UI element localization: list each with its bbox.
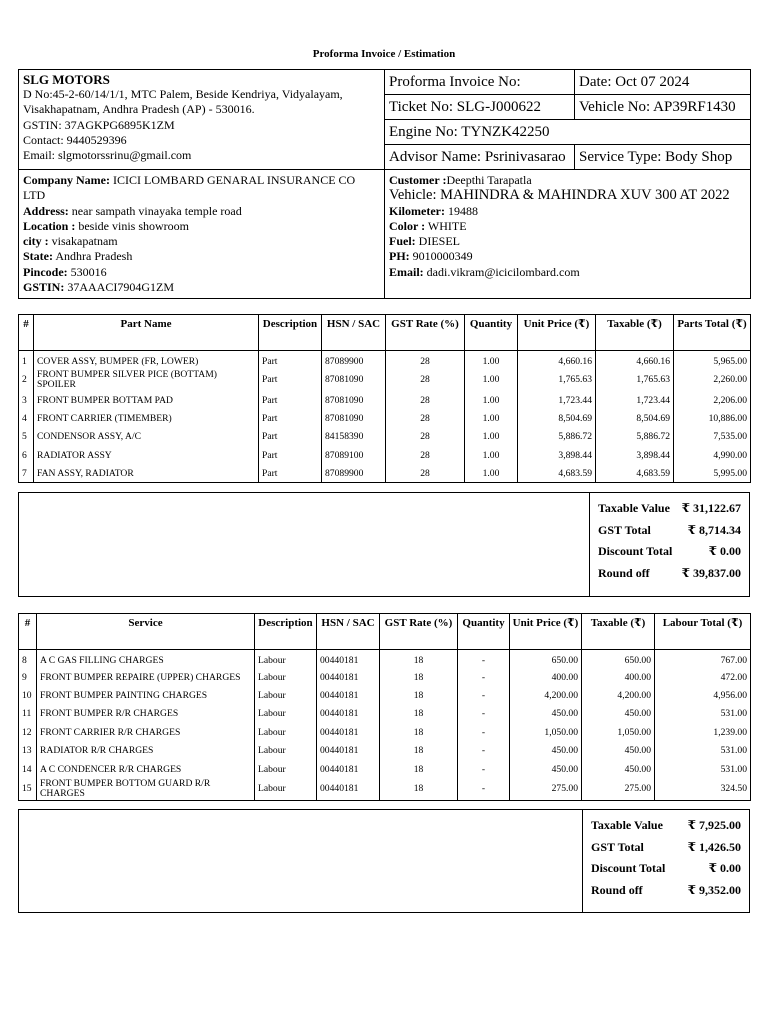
cell-desc: Labour: [255, 650, 317, 668]
cell-qty: 1.00: [465, 446, 518, 464]
cell-gst: 18: [380, 650, 458, 668]
services-col-taxable: Taxable (₹): [582, 614, 655, 650]
cell-name: RADIATOR ASSY: [34, 446, 259, 464]
customer-info: [385, 170, 751, 299]
cell-num: 6: [19, 446, 34, 464]
services-totals: [18, 809, 750, 913]
cell-hsn: 00440181: [317, 650, 380, 668]
cell-desc: Labour: [255, 778, 317, 800]
cell-qty: -: [458, 778, 510, 800]
services-roundoff-label: Round off: [591, 882, 643, 897]
parts-taxable-label: Taxable Value: [598, 501, 670, 515]
cell-num: 13: [19, 741, 37, 759]
cell-gst: 28: [386, 391, 465, 409]
cell-total: 767.00: [655, 650, 751, 668]
seller-gstin: GSTIN: 37AGKPG6895K1ZM: [23, 117, 175, 132]
seller-email: Email: slgmotorssrinu@gmail.com: [23, 148, 192, 163]
cell-unit: 1,765.63: [518, 369, 596, 391]
proforma-invoice-no: Proforma Invoice No:: [385, 70, 575, 95]
cell-name: FRONT BUMPER BOTTAM PAD: [34, 391, 259, 409]
cell-qty: -: [458, 760, 510, 778]
parts-taxable-value: ₹ 31,122.67: [681, 501, 741, 515]
phone-label: PH:: [389, 249, 410, 264]
cell-desc: Part: [259, 391, 322, 409]
services-col-hsn: HSN / SAC: [317, 614, 380, 650]
cell-name: FRONT BUMPER BOTTOM GUARD R/R CHARGES: [37, 778, 255, 800]
engine-no: Engine No: TYNZK42250: [385, 120, 751, 145]
cell-name: FRONT CARRIER R/R CHARGES: [37, 723, 255, 741]
customer-vehicle: Vehicle: MAHINDRA & MAHINDRA XUV 300 AT 2022: [389, 187, 730, 204]
services-col-qty: Quantity: [458, 614, 510, 650]
cell-unit: 450.00: [510, 741, 582, 759]
cell-unit: 275.00: [510, 778, 582, 800]
cell-hsn: 00440181: [317, 760, 380, 778]
cell-num: 9: [19, 668, 37, 686]
cell-desc: Part: [259, 351, 322, 369]
cell-num: 14: [19, 760, 37, 778]
cell-gst: 28: [386, 464, 465, 482]
cell-taxable: 650.00: [582, 650, 655, 668]
cell-desc: Part: [259, 409, 322, 427]
cell-unit: 8,504.69: [518, 409, 596, 427]
cell-total: 2,260.00: [674, 369, 751, 391]
cell-taxable: 400.00: [582, 668, 655, 686]
cell-gst: 18: [380, 778, 458, 800]
company-name: ICICI LOMBARD GENARAL INSURANCE CO LTD: [23, 173, 356, 203]
cell-gst: 18: [380, 668, 458, 686]
cell-name: CONDENSOR ASSY, A/C: [34, 428, 259, 446]
cell-desc: Part: [259, 369, 322, 391]
cell-unit: 4,683.59: [518, 464, 596, 482]
cell-num: 4: [19, 409, 34, 427]
cell-hsn: 87089900: [322, 464, 386, 482]
parts-col-gst: GST Rate (%): [386, 315, 465, 351]
vehicle-no: Vehicle No: AP39RF1430: [575, 95, 751, 120]
company-pincode: 530016: [67, 264, 107, 279]
table-row: [19, 351, 751, 369]
cell-gst: 18: [380, 741, 458, 759]
document-title: Proforma Invoice / Estimation: [312, 48, 456, 60]
cell-num: 10: [19, 686, 37, 704]
cell-unit: 650.00: [510, 650, 582, 668]
cell-unit: 1,723.44: [518, 391, 596, 409]
company-name-label: Company Name:: [23, 173, 110, 187]
email-value: dadi.vikram@icicilombard.com: [423, 264, 580, 279]
cell-gst: 28: [386, 428, 465, 446]
table-row: [19, 741, 751, 759]
cell-taxable: 4,683.59: [596, 464, 674, 482]
parts-gst-value: ₹ 8,714.34: [687, 522, 741, 537]
fuel-value: DIESEL: [415, 234, 460, 249]
cell-gst: 28: [386, 409, 465, 427]
cell-hsn: 00440181: [317, 723, 380, 741]
cell-num: 12: [19, 723, 37, 741]
services-col-num: #: [19, 614, 37, 650]
parts-discount-value: ₹ 0.00: [708, 544, 741, 558]
cell-gst: 28: [386, 369, 465, 391]
cell-num: 11: [19, 705, 37, 723]
cell-name: FRONT BUMPER SILVER PICE (BOTTAM) SPOILER: [34, 369, 259, 391]
services-col-desc: Description: [255, 614, 317, 650]
cell-total: 4,990.00: [674, 446, 751, 464]
cell-qty: 1.00: [465, 428, 518, 446]
parts-col-num: #: [19, 315, 34, 351]
company-city-label: city :: [23, 234, 49, 249]
parts-col-total: Parts Total (₹): [674, 315, 751, 351]
parts-col-name: Part Name: [34, 315, 259, 351]
cell-taxable: 5,886.72: [596, 428, 674, 446]
cell-hsn: 00440181: [317, 705, 380, 723]
parts-col-qty: Quantity: [465, 315, 518, 351]
cell-total: 2,206.00: [674, 391, 751, 409]
cell-name: FRONT CARRIER (TIMEMBER): [34, 409, 259, 427]
cell-taxable: 1,723.44: [596, 391, 674, 409]
kilometer-value: 19488: [444, 203, 478, 218]
services-discount-label: Discount Total: [591, 861, 666, 875]
invoice-date: Date: Oct 07 2024: [575, 70, 751, 95]
cell-desc: Labour: [255, 686, 317, 704]
company-gstin: 37AAACI7904G1ZM: [64, 280, 175, 295]
parts-gst-label: GST Total: [598, 522, 651, 537]
company-address: near sampath vinayaka temple road: [68, 203, 242, 218]
cell-qty: -: [458, 650, 510, 668]
cell-desc: Labour: [255, 741, 317, 759]
services-gst-value: ₹ 1,426.50: [687, 839, 741, 854]
services-gst-label: GST Total: [591, 839, 644, 854]
cell-total: 4,956.00: [655, 686, 751, 704]
cell-total: 324.50: [655, 778, 751, 800]
cell-taxable: 1,765.63: [596, 369, 674, 391]
seller-address-line1: D No:45-2-60/14/1/1, MTC Palem, Beside Kendriya, Vidyalayam,: [23, 87, 343, 102]
cell-gst: 18: [380, 760, 458, 778]
cell-num: 3: [19, 391, 34, 409]
table-row: [19, 668, 751, 686]
table-row: [19, 723, 751, 741]
cell-total: 531.00: [655, 741, 751, 759]
services-discount-value: ₹ 0.00: [708, 861, 741, 875]
cell-taxable: 3,898.44: [596, 446, 674, 464]
cell-unit: 4,660.16: [518, 351, 596, 369]
cell-desc: Labour: [255, 723, 317, 741]
cell-total: 531.00: [655, 760, 751, 778]
cell-unit: 5,886.72: [518, 428, 596, 446]
cell-taxable: 4,660.16: [596, 351, 674, 369]
cell-taxable: 1,050.00: [582, 723, 655, 741]
cell-total: 7,535.00: [674, 428, 751, 446]
ticket-no: Ticket No: SLG-J000622: [385, 95, 575, 120]
company-info: [19, 170, 385, 299]
cell-qty: -: [458, 668, 510, 686]
cell-gst: 28: [386, 446, 465, 464]
fuel-label: Fuel:: [389, 234, 416, 249]
phone-value: 9010000349: [409, 249, 473, 264]
cell-total: 531.00: [655, 705, 751, 723]
services-table: [18, 613, 751, 801]
cell-name: RADIATOR R/R CHARGES: [37, 741, 255, 759]
seller-name: SLG MOTORS: [23, 72, 110, 87]
cell-unit: 400.00: [510, 668, 582, 686]
table-row: [19, 446, 751, 464]
company-address-label: Address:: [23, 203, 69, 218]
cell-taxable: 8,504.69: [596, 409, 674, 427]
cell-hsn: 87081090: [322, 391, 386, 409]
parts-col-desc: Description: [259, 315, 322, 351]
cell-taxable: 450.00: [582, 760, 655, 778]
color-label: Color :: [389, 218, 426, 233]
parts-roundoff-value: ₹ 39,837.00: [681, 565, 741, 580]
cell-total: 10,886.00: [674, 409, 751, 427]
cell-unit: 1,050.00: [510, 723, 582, 741]
cell-qty: -: [458, 723, 510, 741]
cell-taxable: 450.00: [582, 705, 655, 723]
parts-col-taxable: Taxable (₹): [596, 315, 674, 351]
cell-hsn: 87081090: [322, 409, 386, 427]
parts-table: [18, 314, 751, 483]
cell-num: 15: [19, 778, 37, 800]
table-row: [19, 705, 751, 723]
cell-hsn: 87089100: [322, 446, 386, 464]
cell-unit: 450.00: [510, 705, 582, 723]
cell-qty: 1.00: [465, 369, 518, 391]
parts-col-hsn: HSN / SAC: [322, 315, 386, 351]
company-location-label: Location :: [23, 218, 76, 233]
cell-desc: Labour: [255, 668, 317, 686]
parts-col-unit: Unit Price (₹): [518, 315, 596, 351]
company-state-label: State:: [23, 249, 53, 264]
cell-qty: 1.00: [465, 391, 518, 409]
cell-hsn: 00440181: [317, 668, 380, 686]
services-taxable-value: ₹ 7,925.00: [687, 818, 741, 832]
cell-name: FRONT BUMPER R/R CHARGES: [37, 705, 255, 723]
cell-num: 1: [19, 351, 34, 369]
cell-total: 5,965.00: [674, 351, 751, 369]
cell-qty: 1.00: [465, 351, 518, 369]
customer-name-label: Customer :: [389, 173, 447, 187]
table-row: [19, 650, 751, 668]
cell-num: 8: [19, 650, 37, 668]
cell-name: FRONT BUMPER REPAIRE (UPPER) CHARGES: [37, 668, 255, 686]
company-city: visakapatnam: [48, 234, 118, 249]
table-row: [19, 760, 751, 778]
cell-qty: 1.00: [465, 409, 518, 427]
advisor-name: Advisor Name: Psrinivasarao: [385, 145, 575, 170]
cell-total: 5,995.00: [674, 464, 751, 482]
cell-unit: 450.00: [510, 760, 582, 778]
service-type: Service Type: Body Shop: [575, 145, 751, 170]
cell-unit: 4,200.00: [510, 686, 582, 704]
cell-taxable: 4,200.00: [582, 686, 655, 704]
table-row: [19, 686, 751, 704]
cell-gst: 18: [380, 705, 458, 723]
cell-gst: 18: [380, 723, 458, 741]
services-col-gst: GST Rate (%): [380, 614, 458, 650]
cell-num: 2: [19, 369, 34, 391]
cell-name: FAN ASSY, RADIATOR: [34, 464, 259, 482]
cell-num: 7: [19, 464, 34, 482]
cell-desc: Part: [259, 446, 322, 464]
cell-desc: Labour: [255, 705, 317, 723]
cell-desc: Labour: [255, 760, 317, 778]
table-row: [19, 409, 751, 427]
cell-total: 1,239.00: [655, 723, 751, 741]
cell-hsn: 00440181: [317, 741, 380, 759]
cell-taxable: 275.00: [582, 778, 655, 800]
color-value: WHITE: [425, 218, 467, 233]
cell-unit: 3,898.44: [518, 446, 596, 464]
cell-gst: 18: [380, 686, 458, 704]
cell-hsn: 00440181: [317, 686, 380, 704]
cell-desc: Part: [259, 464, 322, 482]
seller-info: [19, 70, 385, 170]
services-roundoff-value: ₹ 9,352.00: [687, 882, 741, 897]
services-taxable-label: Taxable Value: [591, 818, 663, 832]
services-col-total: Labour Total (₹): [655, 614, 751, 650]
cell-num: 5: [19, 428, 34, 446]
cell-gst: 28: [386, 351, 465, 369]
cell-hsn: 00440181: [317, 778, 380, 800]
cell-total: 472.00: [655, 668, 751, 686]
company-gstin-label: GSTIN:: [23, 280, 65, 295]
cell-name: A C GAS FILLING CHARGES: [37, 650, 255, 668]
company-pincode-label: Pincode:: [23, 264, 68, 279]
company-location: beside vinis showroom: [75, 218, 190, 233]
table-row: [19, 369, 751, 391]
table-row: [19, 391, 751, 409]
cell-hsn: 87081090: [322, 369, 386, 391]
parts-roundoff-label: Round off: [598, 565, 650, 580]
table-row: [19, 778, 751, 800]
table-row: [19, 428, 751, 446]
cell-hsn: 84158390: [322, 428, 386, 446]
cell-name: FRONT BUMPER PAINTING CHARGES: [37, 686, 255, 704]
services-col-name: Service: [37, 614, 255, 650]
parts-totals: [18, 492, 750, 597]
table-row: [19, 464, 751, 482]
cell-qty: 1.00: [465, 464, 518, 482]
company-state: Andhra Pradesh: [53, 249, 133, 264]
parts-discount-label: Discount Total: [598, 544, 673, 558]
invoice-header: [18, 69, 751, 299]
customer-name: Deepthi Tarapatla: [446, 173, 532, 187]
kilometer-label: Kilometer:: [389, 203, 445, 218]
seller-contact: Contact: 9440529396: [23, 132, 127, 147]
email-label: Email:: [389, 264, 424, 279]
cell-qty: -: [458, 741, 510, 759]
services-col-unit: Unit Price (₹): [510, 614, 582, 650]
cell-name: A C CONDENCER R/R CHARGES: [37, 760, 255, 778]
cell-hsn: 87089900: [322, 351, 386, 369]
cell-taxable: 450.00: [582, 741, 655, 759]
cell-desc: Part: [259, 428, 322, 446]
cell-qty: -: [458, 686, 510, 704]
cell-qty: -: [458, 705, 510, 723]
cell-name: COVER ASSY, BUMPER (FR, LOWER): [34, 351, 259, 369]
seller-address-line2: Visakhapatnam, Andhra Pradesh (AP) - 530016.: [23, 102, 255, 117]
